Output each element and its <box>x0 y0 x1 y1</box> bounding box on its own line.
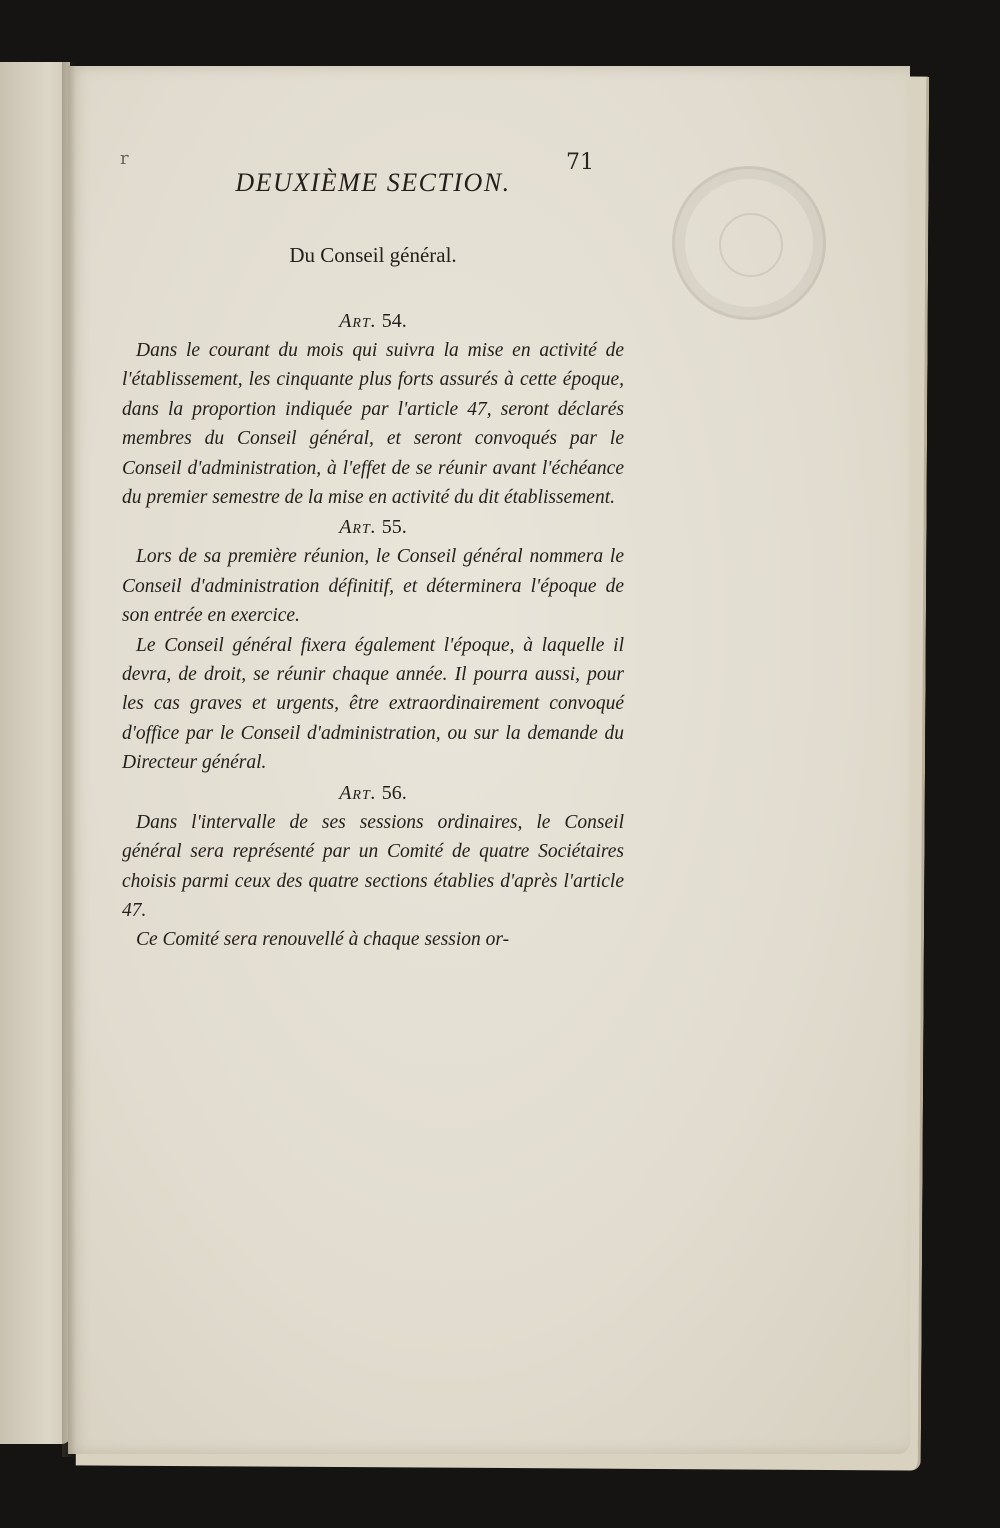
article-paragraph: Dans le courant du mois qui suivra la mise en activité de l'établissement, les cinquante plus forts assurés à cette époque, dans la proportion indiquée par l'article 47, seront déclarés membres du Conseil général, et seront convoqués par le Conseil d'administration, à l'effet de se réunir avant l'échéance du premier semestre de la mise en activité du dit établissement. <box>122 340 624 509</box>
article-54 <box>122 306 624 512</box>
article-55 <box>122 512 624 777</box>
article-number: 56. <box>381 781 407 804</box>
page-text <box>122 166 624 955</box>
article-word: Art. <box>339 516 377 539</box>
page-number: 71 <box>566 150 594 175</box>
article-number: 54. <box>381 310 407 332</box>
library-stamp <box>672 166 826 320</box>
book-gutter <box>62 62 76 1457</box>
article-word: Art. <box>339 310 377 332</box>
corner-mark: r <box>120 148 129 169</box>
article-paragraph: Lors de sa première réunion, le Conseil général nommera le Conseil d'administration définitif, et déterminera l'époque de son entrée en exercice. <box>122 546 624 627</box>
article-56 <box>122 778 624 955</box>
section-title: DEUXIÈME SECTION. <box>235 168 511 197</box>
article-word: Art. <box>339 781 377 804</box>
article-heading <box>122 512 624 542</box>
article-paragraph: Le Conseil général fixera également l'époque, à laquelle il devra, de droit, se réunir chaque année. Il pourra aussi, pour les cas graves et urgents, être extraordinairement convoqué d'office par le Conseil d'administration, ou sur la demande du Directeur général. <box>122 634 624 774</box>
article-paragraph: Dans l'intervalle de ses sessions ordinaires, le Conseil général sera représenté par un Comité de quatre Sociétaires choisis parmi ceux des quatre sections établies d'après l'article 47. <box>122 811 624 921</box>
article-heading <box>122 778 624 808</box>
article-paragraph: Ce Comité sera renouvellé à chaque session or- <box>136 929 510 951</box>
article-number: 55. <box>381 516 407 539</box>
previous-page-edge <box>0 62 70 1444</box>
section-subtitle: Du Conseil général. <box>289 243 457 267</box>
article-heading <box>122 306 624 336</box>
